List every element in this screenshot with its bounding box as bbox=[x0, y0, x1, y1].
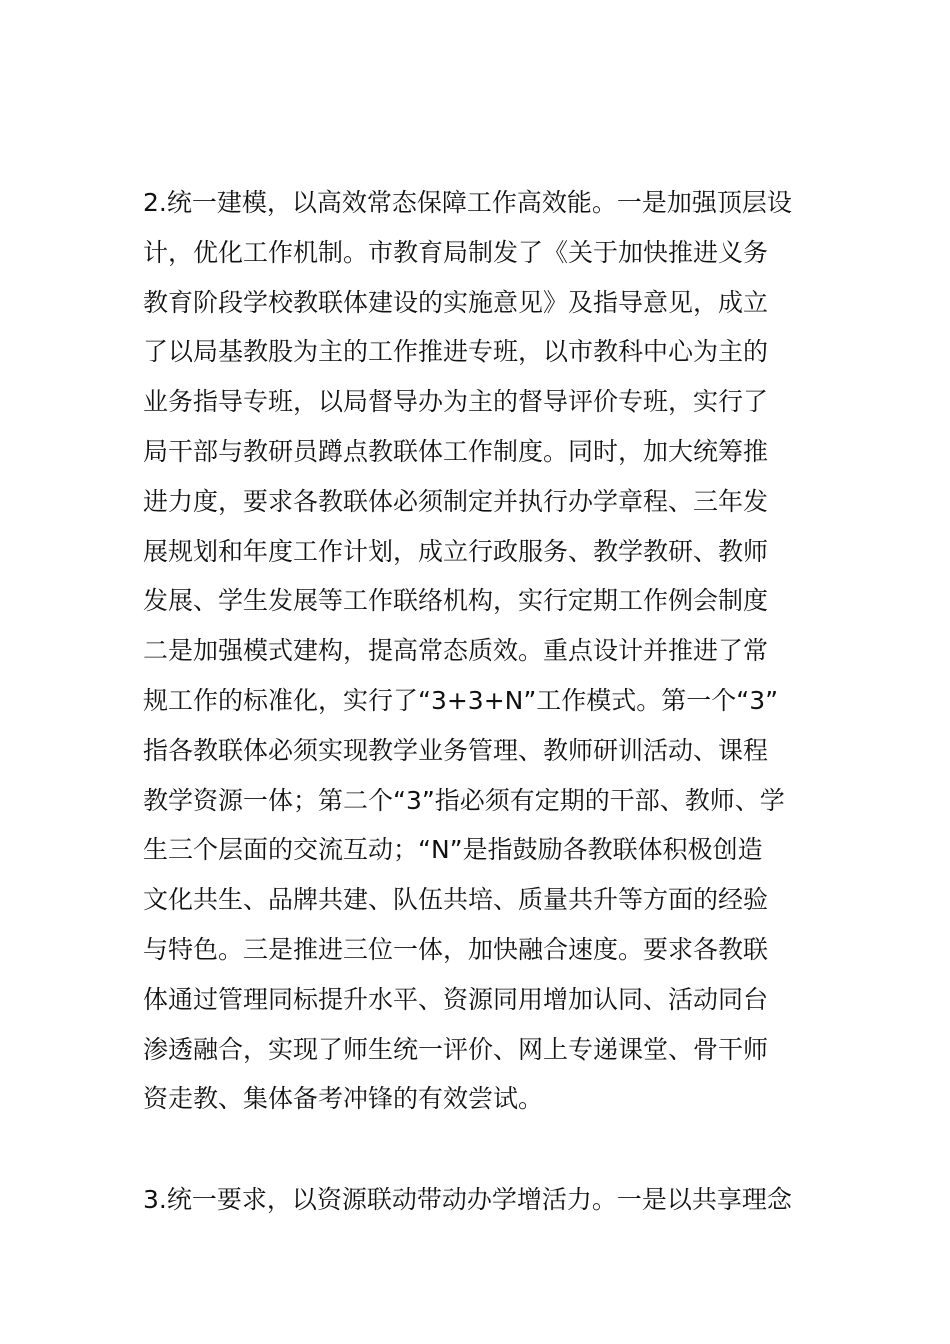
text-line: 局干部与教研员蹲点教联体工作制度。同时，加大统筹推 bbox=[143, 436, 769, 466]
text-line: 2.统一建模，以高效常态保障工作高效能。一是加强顶层设 bbox=[143, 188, 792, 217]
text-line: 了以局基教股为主的工作推进专班，以市教科中心为主的 bbox=[143, 337, 769, 367]
text-line: 进力度，要求各教联体必须制定并执行办学章程、三年发 bbox=[143, 486, 769, 516]
text-line: 生三个层面的交流互动；“N”是指鼓励各教联体积极创造 bbox=[143, 835, 763, 865]
text-line: 计，优化工作机制。市教育局制发了《关于加快推进义务 bbox=[143, 237, 769, 267]
text-line: 资走教、集体备考冲锋的有效尝试。 bbox=[143, 1084, 544, 1114]
text-line: 文化共生、品牌共建、队伍共培、质量共升等方面的经验 bbox=[143, 885, 769, 915]
paragraph-unified-modeling bbox=[143, 178, 823, 1124]
text-line: 与特色。三是推进三位一体，加快融合速度。要求各教联 bbox=[143, 934, 769, 964]
text-line: 体通过管理同标提升水平、资源同用增加认同、活动同台 bbox=[143, 984, 769, 1014]
text-line: 3.统一要求，以资源联动带动办学增活力。一是以共享理念 bbox=[143, 1185, 792, 1214]
text-line: 发展、学生发展等工作联络机构，实行定期工作例会制度 bbox=[143, 586, 769, 616]
text-line: 渗透融合，实现了师生统一评价、网上专递课堂、骨干师 bbox=[143, 1034, 769, 1064]
text-line: 业务指导专班，以局督导办为主的督导评价专班，实行了 bbox=[143, 387, 769, 417]
text-line: 指各教联体必须实现教学业务管理、教师研训活动、课程 bbox=[143, 735, 769, 765]
paragraph-unified-requirements bbox=[143, 1175, 823, 1225]
text-line: 展规划和年度工作计划，成立行政服务、教学教研、教师 bbox=[143, 536, 769, 566]
text-line: 规工作的标准化，实行了“3+3+N”工作模式。第一个“3” bbox=[143, 685, 779, 715]
text-line: 教学资源一体；第二个“3”指必须有定期的干部、教师、学 bbox=[143, 785, 785, 815]
text-line: 二是加强模式建构，提高常态质效。重点设计并推进了常 bbox=[143, 636, 769, 666]
text-line: 教育阶段学校教联体建设的实施意见》及指导意见，成立 bbox=[143, 287, 769, 317]
